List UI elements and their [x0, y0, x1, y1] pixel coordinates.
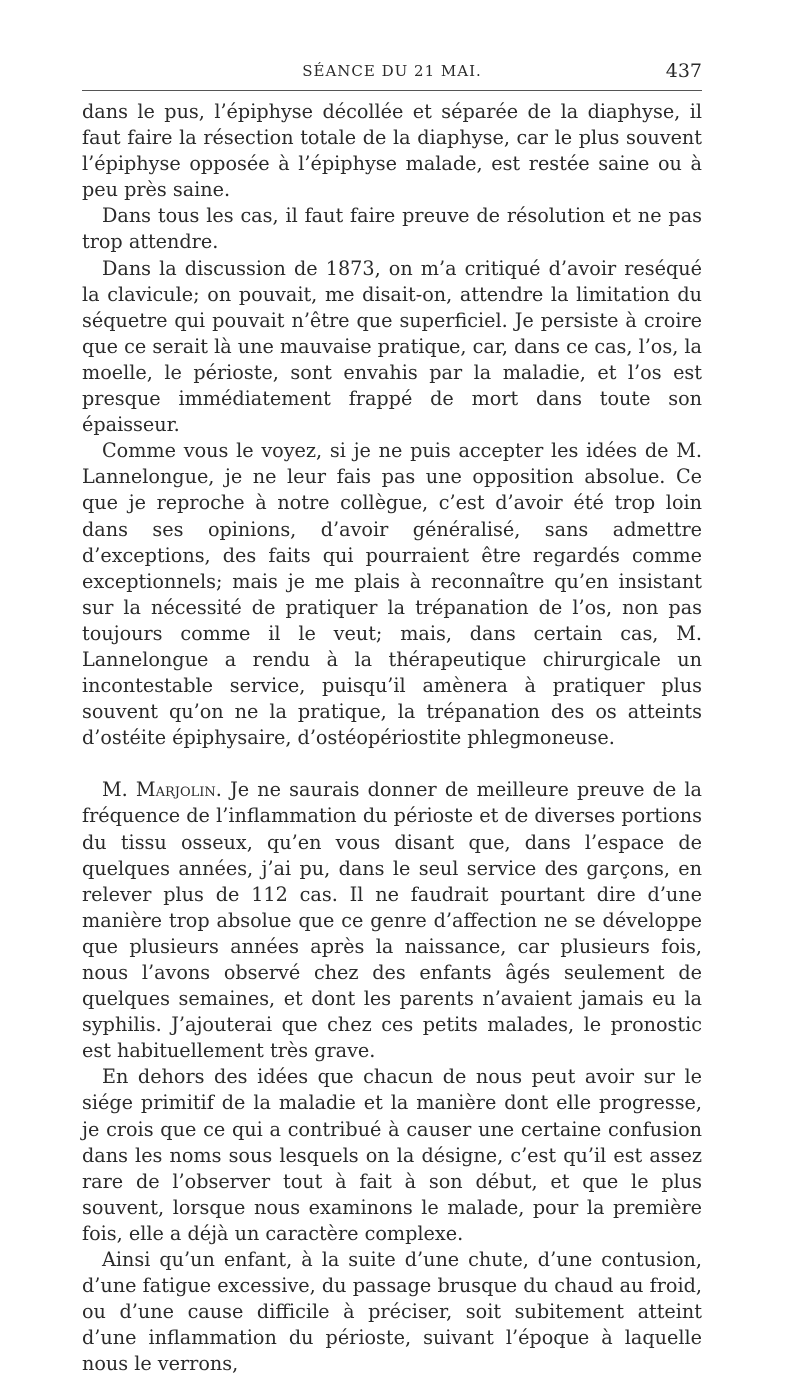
marjolin-paragraph — [82, 777, 702, 1064]
page-number: 437 — [665, 60, 702, 82]
paragraph: Ainsi qu’un enfant, à la suite d’une chute, d’une contusion, d’une fatigue excessive, du passage brusque du chaud au froid, ou d’une cause difficile à préciser, soit subitement atteint d’une inflammation du périoste, suivant l’époque à laquelle nous le verrons, — [82, 1248, 702, 1376]
speaker-name: M. Marjolin. — [102, 778, 222, 802]
paragraph-continuation: dans le pus, l’épiphyse décollée et séparée de la diaphyse, il faut faire la résection totale de la diaphyse, car le plus souvent l’épiphyse opposée à l’épiphyse malade, est restée saine ou à peu près saine. — [82, 100, 702, 202]
marjolin-text: Je ne saurais donner de meilleure preuve de la fréquence de l’inflammation du périoste et de diverses portions du tissu osseux, qu’en vous disant que, dans l’espace de quelques années, j’ai pu, dans le seul service des garçons, en relever plus de 112 cas. Il ne faudrait pourtant dire d’une manière trop absolue que ce genre d’affection ne se développe que plusieurs années après la naissance, car plusieurs fois, nous l’avons observé chez des enfants âgés seulement de quelques semaines, et dont les parents n’avaient jamais eu la syphilis. J’ajouterai que chez ces petits malades, le pronostic est habituellement très grave. — [82, 778, 702, 1063]
body-text — [82, 99, 702, 1378]
page-header — [82, 56, 702, 91]
paragraph: Dans tous les cas, il faut faire preuve de résolution et ne pas trop attendre. — [82, 204, 702, 254]
paragraph: En dehors des idées que chacun de nous peut avoir sur le siége primitif de la maladie et la manière dont elle progresse, je crois que ce qui a contribué à causer une certaine confusion dans les noms sous lesquels on la désigne, c’est qu’il est assez rare de l’observer tout à fait à son début, et que le plus souvent, lorsque nous examinons le malade, pour la première fois, elle a déjà un caractère complexe. — [82, 1065, 702, 1245]
paragraph: Comme vous le voyez, si je ne puis accepter les idées de M. Lannelongue, je ne leur fais pas une opposition absolue. Ce que je reproche à notre collègue, c’est d’avoir été trop loin dans ses opinions, d’avoir généralisé, sans admettre d’exceptions, des faits qui pourraient être regardés comme exceptionnels; mais je me plais à reconnaître qu’en insistant sur la nécessité de pratiquer la trépanation de l’os, non pas toujours comme il le veut; mais, dans certain cas, M. Lannelongue a rendu à la thérapeutique chirurgicale un incontestable service, puisqu’il amènera à pratiquer plus souvent qu’on ne la pratique, la trépanation des os atteints d’ostéite épiphysaire, d’ostéopériostite phlegmoneuse. — [82, 439, 702, 750]
paragraph: Dans la discussion de 1873, on m’a critiqué d’avoir reséqué la clavicule; on pouvait, me disait-on, attendre la limitation du séquetre qui pouvait n’être que superficiel. Je persiste à croire que ce serait là une mauvaise pratique, car, dans ce cas, l’os, la moelle, le périoste, sont envahis par la maladie, et l’os est presque immédiatement frappé de mort dans toute son épaisseur. — [82, 256, 702, 437]
book-page — [82, 56, 702, 1378]
running-head: SÉANCE DU 21 MAI. — [302, 62, 482, 80]
